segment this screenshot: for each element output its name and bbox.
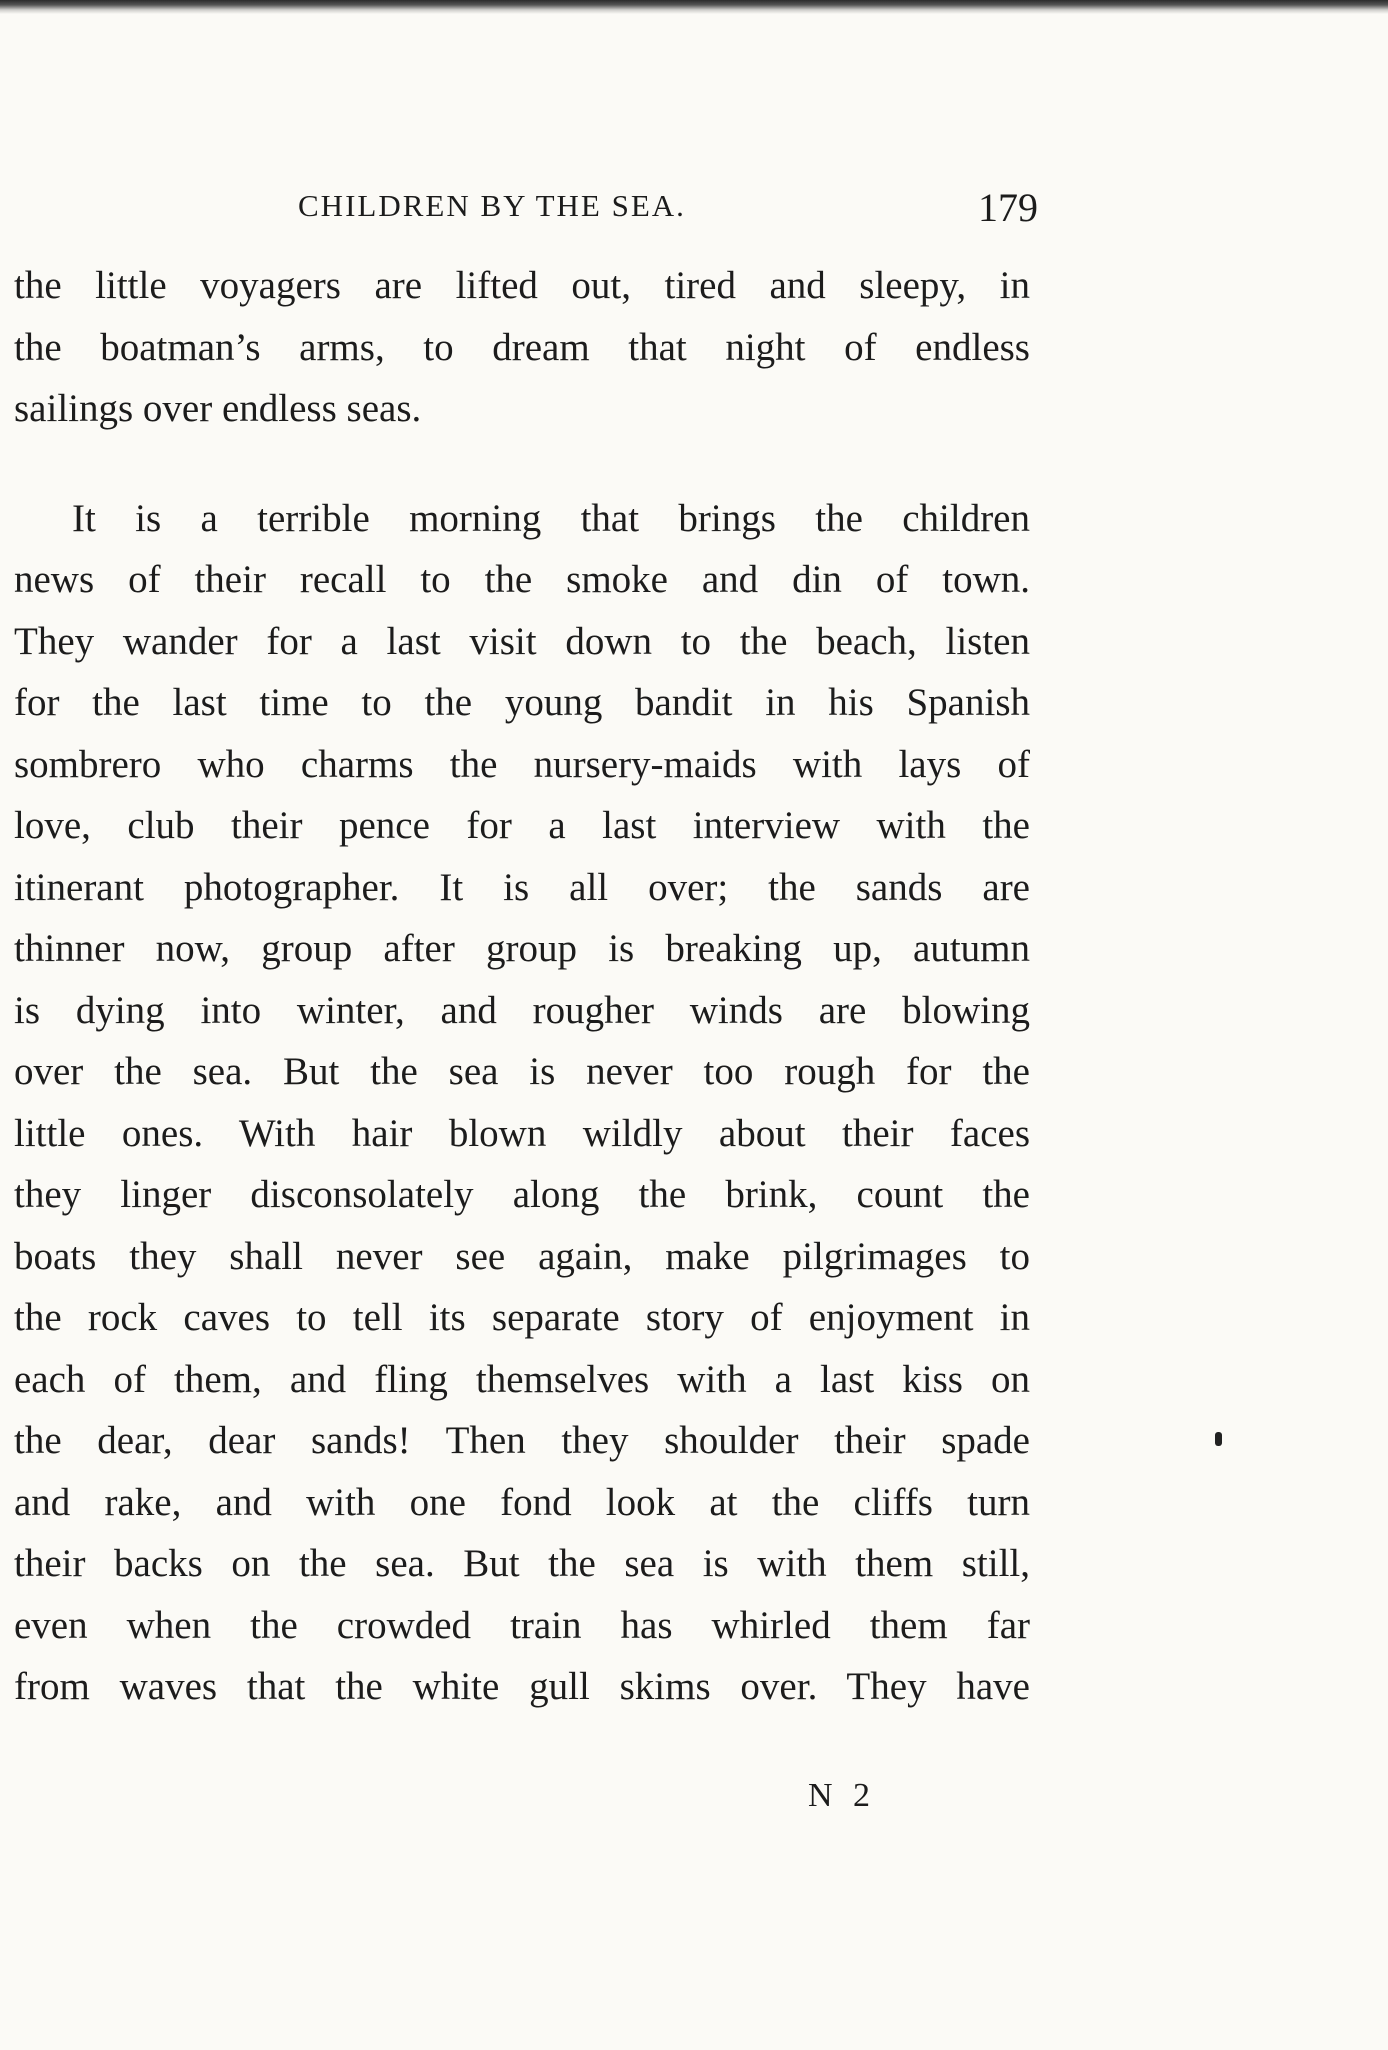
text-line: from waves that the white gull skims over. They have: [14, 1665, 1030, 1708]
text-line: over the sea. But the sea is never too rough for the: [14, 1050, 1030, 1093]
running-title: CHILDREN BY THE SEA.: [298, 188, 686, 223]
scan-edge-shadow: [0, 0, 1388, 14]
text-line: thinner now, group after group is breaking up, autumn: [14, 927, 1030, 970]
text-line: They wander for a last visit down to the beach, listen: [14, 619, 1030, 663]
text-line: and rake, and with one fond look at the cliffs turn: [14, 1480, 1030, 1524]
text-line: each of them, and fling themselves with a last kiss on: [14, 1357, 1030, 1401]
text-line: they linger disconsolately along the brink, count the: [14, 1173, 1030, 1216]
text-line: is dying into winter, and rougher winds are blowing: [14, 988, 1030, 1032]
paragraph-continued: [14, 255, 1030, 440]
text-line: the dear, dear sands! Then they shoulder their spade: [14, 1419, 1030, 1462]
page-number: 179: [978, 185, 1038, 230]
body-text: [14, 255, 1030, 1718]
text-line: news of their recall to the smoke and din of town.: [14, 558, 1030, 601]
text-line: little ones. With hair blown wildly about their faces: [14, 1111, 1030, 1155]
text-line: the rock caves to tell its separate story of enjoyment in: [14, 1296, 1030, 1339]
text-line: love, club their pence for a last interview with the: [14, 804, 1030, 847]
text-line: for the last time to the young bandit in his Spanish: [14, 681, 1030, 724]
ink-speck: [1215, 1432, 1222, 1446]
text-line: sombrero who charms the nursery-maids with lays of: [14, 742, 1030, 786]
text-line: itinerant photographer. It is all over; the sands are: [14, 865, 1030, 909]
paragraph: [14, 488, 1030, 1718]
running-head: [298, 185, 1038, 238]
text-line: even when the crowded train has whirled them far: [14, 1603, 1030, 1647]
text-line: the little voyagers are lifted out, tired and sleepy, in: [14, 264, 1030, 307]
text-line: their backs on the sea. But the sea is with them still,: [14, 1542, 1030, 1585]
text-line: boats they shall never see again, make pilgrimages to: [14, 1234, 1030, 1278]
paragraph-gap: [14, 440, 1030, 488]
signature-mark: N 2: [808, 1777, 877, 1814]
text-line: It is a terrible morning that brings the children: [72, 496, 1030, 540]
text-line: sailings over endless seas.: [14, 387, 422, 430]
text-line: the boatman’s arms, to dream that night of endless: [14, 325, 1030, 369]
